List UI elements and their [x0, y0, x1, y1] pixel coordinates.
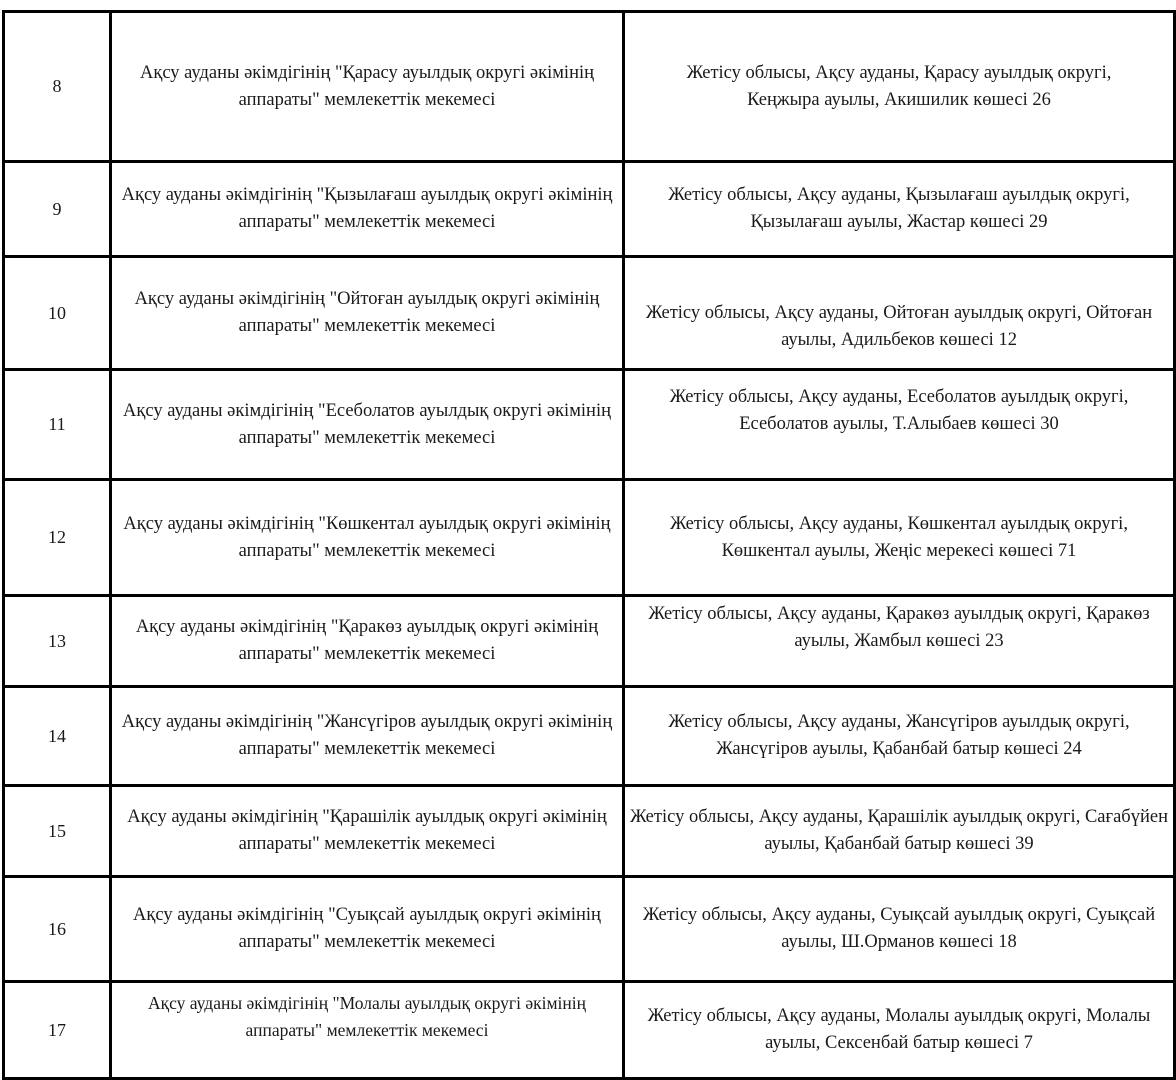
row-number: 11	[4, 370, 111, 480]
institution-address: Жетісу облысы, Ақсу ауданы, Есеболатов ауылдық округі, Есеболатов ауылы, Т.Алыбаев көшесі 30	[624, 370, 1175, 480]
row-number: 12	[4, 480, 111, 596]
institutions-table	[2, 10, 1176, 1080]
institution-address: Жетісу облысы, Ақсу ауданы, Молалы ауылдық округі, Молалы ауылы, Сексенбай батыр көшесі 7	[624, 982, 1175, 1079]
institution-address: Жетісу облысы, Ақсу ауданы, Қарашілік ауылдық округі, Сағабүйен ауылы, Қабанбай батыр көшесі 39	[624, 786, 1175, 877]
table-row	[4, 370, 1175, 480]
row-number: 14	[4, 687, 111, 786]
institution-address: Жетісу облысы, Ақсу ауданы, Ойтоған ауылдық округі, Ойтоған ауылы, Адильбеков көшесі 12	[624, 257, 1175, 370]
table-row	[4, 480, 1175, 596]
institution-address: Жетісу облысы, Ақсу ауданы, Жансүгіров ауылдық округі, Жансүгіров ауылы, Қабанбай батыр көшесі 24	[624, 687, 1175, 786]
table-row	[4, 12, 1175, 162]
row-number: 8	[4, 12, 111, 162]
institution-name: Ақсу ауданы әкімдігінің "Суықсай ауылдық округі әкімінің аппараты" мемлекеттік мекемесі	[111, 877, 624, 982]
row-number: 16	[4, 877, 111, 982]
institution-name: Ақсу ауданы әкімдігінің "Көшкентал ауылдық округі әкімінің аппараты" мемлекеттік мекемесі	[111, 480, 624, 596]
institution-address: Жетісу облысы, Ақсу ауданы, Қызылағаш ауылдық округі, Қызылағаш ауылы, Жастар көшесі 29	[624, 162, 1175, 257]
table-row	[4, 596, 1175, 687]
table-row	[4, 687, 1175, 786]
table-body	[4, 12, 1175, 1079]
institution-address: Жетісу облысы, Ақсу ауданы, Қарасу ауылдық округі, Кеңжыра ауылы, Акишилик көшесі 26	[624, 12, 1175, 162]
row-number: 10	[4, 257, 111, 370]
institution-address: Жетісу облысы, Ақсу ауданы, Суықсай ауылдық округі, Суықсай ауылы, Ш.Орманов көшесі 18	[624, 877, 1175, 982]
institution-name: Ақсу ауданы әкімдігінің "Қызылағаш ауылдық округі әкімінің аппараты" мемлекеттік мекемесі	[111, 162, 624, 257]
row-number: 13	[4, 596, 111, 687]
table-row	[4, 982, 1175, 1079]
row-number: 9	[4, 162, 111, 257]
institution-address: Жетісу облысы, Ақсу ауданы, Қаракөз ауылдық округі, Қаракөз ауылы, Жамбыл көшесі 23	[624, 596, 1175, 687]
institution-name: Ақсу ауданы әкімдігінің "Молалы ауылдық округі әкімінің аппараты" мемлекеттік мекемесі	[111, 982, 624, 1079]
institution-name: Ақсу ауданы әкімдігінің "Қаракөз ауылдық округі әкімінің аппараты" мемлекеттік мекемесі	[111, 596, 624, 687]
row-number: 17	[4, 982, 111, 1079]
row-number: 15	[4, 786, 111, 877]
institution-name: Ақсу ауданы әкімдігінің "Ойтоған ауылдық округі әкімінің аппараты" мемлекеттік мекемесі	[111, 257, 624, 370]
institution-name: Ақсу ауданы әкімдігінің "Жансүгіров ауылдық округі әкімінің аппараты" мемлекеттік мекемесі	[111, 687, 624, 786]
institution-name: Ақсу ауданы әкімдігінің "Қарашілік ауылдық округі әкімінің аппараты" мемлекеттік мекемесі	[111, 786, 624, 877]
institution-name: Ақсу ауданы әкімдігінің "Қарасу ауылдық округі әкімінің аппараты" мемлекеттік мекемесі	[111, 12, 624, 162]
institution-name: Ақсу ауданы әкімдігінің "Есеболатов ауылдық округі әкімінің аппараты" мемлекеттік мекемесі	[111, 370, 624, 480]
institution-address: Жетісу облысы, Ақсу ауданы, Көшкентал ауылдық округі, Көшкентал ауылы, Жеңіс мерекесі көшесі 71	[624, 480, 1175, 596]
table-row	[4, 877, 1175, 982]
table-row	[4, 162, 1175, 257]
table-row	[4, 257, 1175, 370]
table-row	[4, 786, 1175, 877]
